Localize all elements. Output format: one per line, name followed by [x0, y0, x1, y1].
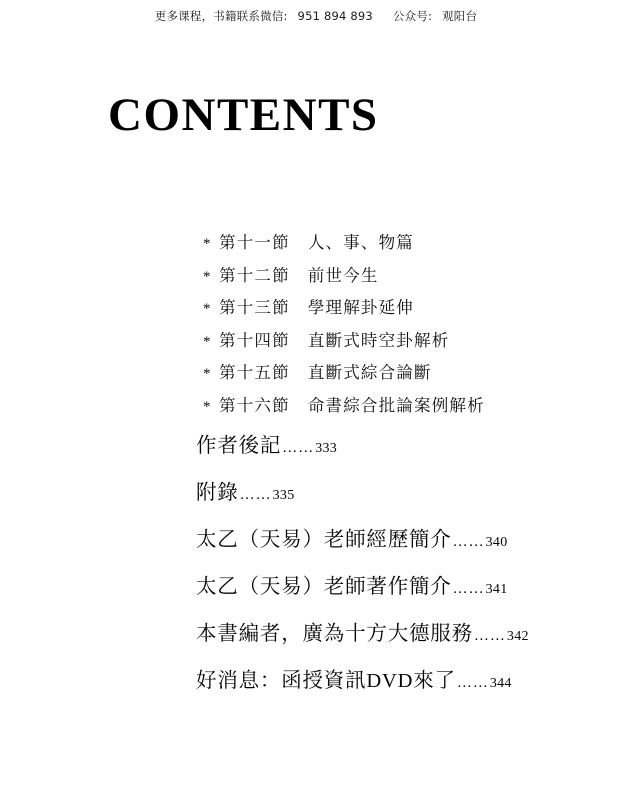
section-name: 直斷式時空卦解析: [307, 330, 450, 350]
entry-dots: ……: [282, 440, 315, 456]
star-icon: *: [203, 333, 211, 350]
list-item: [196, 565, 616, 612]
watermark-text-2: 公众号:: [392, 9, 433, 23]
entry-label: 太乙（天易）老師著作簡介: [196, 576, 452, 598]
section-label: 第十五節: [219, 363, 290, 382]
watermark-channel: 观阳台: [442, 9, 478, 23]
star-icon: *: [203, 268, 211, 285]
entry-dots: ……: [452, 534, 485, 550]
entry-label: 作者後記: [196, 435, 282, 457]
section-name: 直斷式綜合論斷: [307, 363, 432, 382]
entry-page: 342: [506, 629, 529, 644]
section-label: 第十四節: [219, 330, 290, 350]
list-item: [203, 293, 603, 324]
list-item: [203, 391, 603, 422]
star-icon: *: [203, 398, 211, 415]
entry-dots: ……: [452, 581, 485, 597]
entry-dots: ……: [473, 628, 506, 644]
section-name: 前世今生: [307, 265, 379, 285]
section-name: 學理解卦延伸: [307, 298, 415, 317]
list-item: [203, 326, 603, 357]
section-name: 命書綜合批論案例解析: [307, 395, 485, 415]
entry-page: 344: [489, 676, 512, 691]
watermark-text-1: 更多课程，书籍联系微信:: [154, 9, 288, 23]
watermark-phone: 951 894 893: [297, 9, 373, 23]
page-title: CONTENTS: [108, 89, 379, 141]
list-item: [203, 261, 603, 292]
star-icon: *: [203, 301, 211, 317]
entry-label: 好消息：函授資訊DVD來了: [196, 670, 456, 692]
entry-page: 333: [315, 441, 338, 456]
section-label: 第十二節: [219, 265, 290, 285]
entry-label: 附錄: [196, 482, 239, 504]
entry-dots: ……: [456, 675, 489, 691]
entry-label: 本書編者，廣為十方大德服務: [196, 623, 473, 645]
section-list: [203, 228, 603, 423]
section-label: 第十六節: [219, 395, 290, 415]
star-icon: *: [203, 366, 211, 382]
list-item: [196, 659, 616, 706]
list-item: [196, 518, 616, 565]
section-label: 第十三節: [219, 298, 290, 317]
section-label: 第十一節: [219, 233, 290, 252]
entry-page: 341: [485, 582, 508, 597]
list-item: [203, 358, 603, 389]
entry-page: 340: [485, 535, 508, 550]
star-icon: *: [203, 236, 211, 252]
watermark-banner: [0, 8, 632, 24]
section-name: 人、事、物篇: [307, 233, 415, 252]
list-item: [203, 228, 603, 259]
entry-label: 太乙（天易）老師經歷簡介: [196, 529, 452, 551]
list-item: [196, 424, 616, 471]
entry-page: 335: [272, 488, 295, 503]
list-item: [196, 612, 616, 659]
list-item: [196, 471, 616, 518]
entry-dots: ……: [239, 487, 272, 503]
entry-list: [196, 424, 616, 706]
